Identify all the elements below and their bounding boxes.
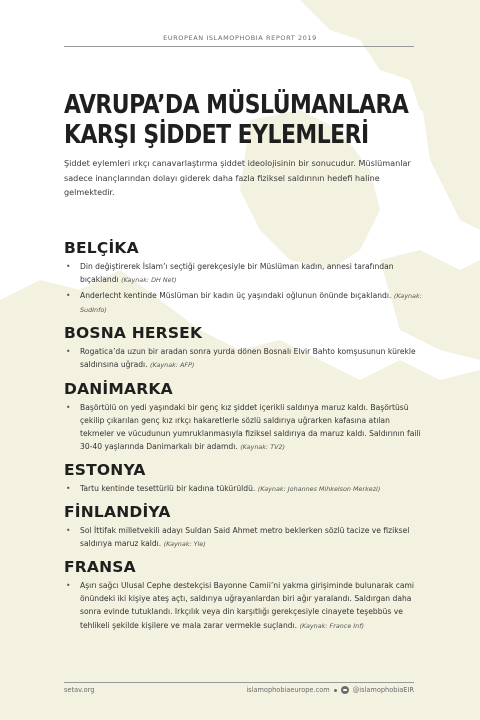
section-estonya	[64, 460, 424, 496]
incident-source: (Kaynak: AFP)	[150, 361, 195, 370]
incident-text: Sol İttifak milletvekili adayı Suldan Said Ahmet metro beklerken sözlü tacize ve fiziksel saldırıya maruz kaldı.	[80, 526, 410, 549]
incident-text: Başörtülü on yedi yaşındaki bir genç kız şiddet içerikli saldırıya maruz kaldı. Başörtüsü çekilip çıkarılan genç kız ırkçı hakaretlerle sözlü saldırıya uğrarken kafasına atılan tekmeler ve vücudunun yumruklanmasıyla fiziksel saldırıya da maruz kaldı. Saldırının faili 30-40 yaşlarında Danimarkalı bir adamdı.	[80, 402, 421, 451]
section-title: FİNLANDİYA	[64, 503, 171, 522]
section-belcika	[64, 238, 424, 317]
incident-source: (Kaynak: TV2)	[240, 442, 286, 451]
footer-website-setav[interactable]: setav.org	[64, 686, 95, 694]
section-danimarka	[64, 379, 424, 454]
footer-website-islamophobiaeurope[interactable]: islamophobiaeurope.com	[246, 686, 330, 694]
incident-source: (Kaynak: Yle)	[163, 540, 206, 549]
incident-list	[64, 579, 424, 632]
incident-source: (Kaynak: SudInfo)	[80, 292, 422, 315]
separator-dot-icon	[334, 689, 337, 692]
incident-list	[64, 345, 424, 372]
footer-divider	[64, 682, 414, 683]
incident-item	[64, 345, 424, 372]
section-fransa	[64, 557, 424, 632]
section-title: FRANSA	[64, 558, 136, 577]
page-title-line-1: AVRUPA’DA MÜSLÜMANLARA	[64, 90, 409, 120]
incident-item	[64, 579, 424, 632]
incident-list	[64, 401, 424, 454]
incident-text: Din değiştirerek İslam’ı seçtiği gerekçesiyle bir Müslüman kadın, annesi tarafından bıçaklandı	[80, 262, 394, 285]
section-title: BOSNA HERSEK	[64, 324, 203, 343]
incident-source: (Kaynak: DH Net)	[121, 276, 177, 285]
incident-item	[64, 482, 424, 496]
incident-item	[64, 260, 424, 287]
section-title: BELÇİKA	[64, 239, 139, 257]
section-title: ESTONYA	[64, 460, 146, 479]
twitter-icon	[341, 686, 349, 694]
report-header-label: EUROPEAN ISLAMOPHOBIA REPORT 2019	[163, 34, 317, 42]
incident-list	[64, 260, 424, 317]
incident-item	[64, 289, 424, 317]
incident-item	[64, 524, 424, 551]
incident-text: Anderlecht kentinde Müslüman bir kadın üç yaşındaki oğlunun önünde bıçaklandı.	[80, 291, 392, 301]
incident-list	[64, 524, 424, 551]
section-bosna-hersek	[64, 323, 424, 372]
page-title	[64, 90, 409, 150]
footer-links	[246, 686, 414, 694]
section-title: DANİMARKA	[64, 379, 173, 398]
incident-item	[64, 401, 424, 454]
incident-text: Aşırı sağcı Ulusal Cephe destekçisi Bayonne Camii’ni yakma girişiminde bulunarak cami önündeki iki kişiye ateş açtı, saldırıya uğrayanlardan biri ağır yaralandı. Saldırgan daha sonra evinde tutuklandı. Irkçılık veya din karşıtlığı gerekçesiyle cinayete teşebbüs ve tehlikeli şekilde kişilere ve mala zarar vermekle suçlandı.	[80, 581, 415, 630]
footer-twitter-handle[interactable]: @islamophobiaEIR	[352, 686, 414, 694]
incident-source: (Kaynak: Johannes Mihkelson Merkezi)	[257, 484, 381, 493]
incident-source: (Kaynak: France Inf)	[299, 621, 364, 630]
country-sections	[64, 238, 424, 639]
incident-text: Rogatica’da uzun bir aradan sonra yurda dönen Bosnalı Elvir Bahto komşusunun kürekle saldırısına uğradı.	[80, 347, 416, 370]
section-finlandiya	[64, 502, 424, 551]
intro-paragraph: Şiddet eylemleri ırkçı canavarlaştırma şiddet ideolojisinin bir sonucudur. Müslümanlar sadece inançlarından dolayı giderek daha fazla fiziksel saldırının hedefi haline gelmektedir.	[64, 158, 411, 197]
incident-list	[64, 482, 424, 496]
header-divider	[64, 46, 414, 47]
incident-text: Tartu kentinde tesettürlü bir kadına tükürüldü.	[80, 483, 256, 493]
page-title-line-2: KARŞI ŞİDDET EYLEMLERİ	[64, 120, 369, 150]
